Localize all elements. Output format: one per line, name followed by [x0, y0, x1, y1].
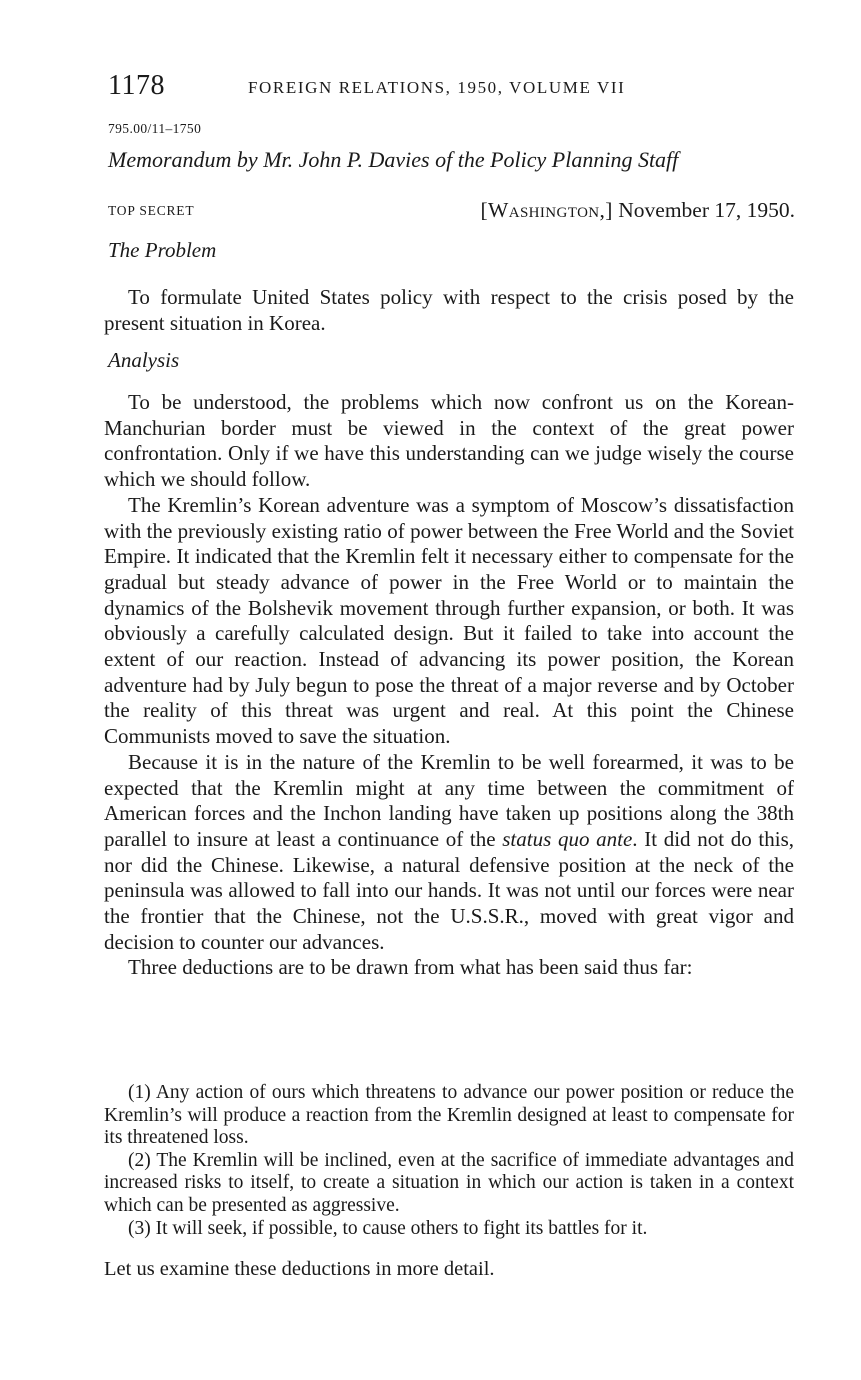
deductions-list [104, 1082, 794, 1240]
problem-paragraph: To formulate United States policy with respect to the crisis posed by the present situation in Korea. [104, 285, 794, 335]
problem-body [104, 285, 794, 336]
analysis-heading: Analysis [108, 348, 180, 372]
analysis-body [104, 390, 794, 981]
dateline [480, 198, 795, 223]
file-number: 795.00/11–1750 [108, 121, 202, 136]
paragraph-3-italic-phrase: status quo ante [502, 826, 633, 851]
paragraph-3-text-before: Because it is in the nature of the Kremlin to be well forearmed, it was to be expected that the Kremlin might at any time between the commitment of American forces and the Inchon landing have taken up positions along the 38th parallel to insure at least a continuance of the [104, 749, 794, 851]
page-number: 1178 [108, 70, 165, 101]
dateline-place: [Washington,] [480, 198, 613, 222]
deductions-intro: Three deductions are to be drawn from what has been said thus far: [128, 955, 693, 980]
paragraph-3-text-after: . It did not do this, nor did the Chinese. Likewise, a natural defensive position at the neck of the peninsula was allowed to fall into our hands. It was not until our forces were near the frontier that the Chinese, not the U.S.S.R., moved with great vigor and decision to counter our advances. [104, 826, 794, 954]
deduction-item: (1) Any action of ours which threatens to advance our power position or reduce the Kremlin’s will produce a reaction from the Kremlin designed at least to compensate for its threatened loss. [104, 1082, 794, 1149]
analysis-paragraph-2: The Kremlin’s Korean adventure was a symptom of Moscow’s dissatisfaction with the previously existing ratio of power between the Free World and the Soviet Empire. It indicated that the Kremlin felt it necessary either to compensate for the gradual but steady advance of power in the Free World or to maintain the dynamics of the Bolshevik movement through further expansion, or both. It was obviously a carefully calculated design. But it failed to take into account the extent of our reaction. Instead of advancing its power position, the Korean adventure had by July begun to pose the threat of a major reverse and by October the reality of this threat was urgent and real. At this point the Chinese Communists moved to save the situation. [104, 492, 794, 749]
problem-heading: The Problem [108, 238, 217, 262]
analysis-paragraph-1: To be understood, the problems which now confront us on the Korean-Manchurian border must be viewed in the context of the great power confrontation. Only if we have this understanding can we judge wisely the course which we should follow. [104, 390, 794, 492]
page-header [108, 70, 798, 104]
deduction-item: (2) The Kremlin will be inclined, even at the sacrifice of immediate advantages and increased risks to itself, to create a situation in which our action is taken in a context which can be presented as aggressive. [104, 1149, 794, 1216]
dateline-date: November 17, 1950. [618, 198, 795, 222]
classification-label: TOP SECRET [108, 203, 195, 218]
deduction-item: (3) It will seek, if possible, to cause others to fight its battles for it. [128, 1217, 648, 1239]
closing-sentence: Let us examine these deductions in more detail. [104, 1258, 495, 1280]
analysis-paragraph-3 [104, 750, 794, 956]
memo-title: Memorandum by Mr. John P. Davies of the Policy Planning Staff [108, 147, 679, 172]
running-head: FOREIGN RELATIONS, 1950, VOLUME VII [248, 78, 626, 97]
